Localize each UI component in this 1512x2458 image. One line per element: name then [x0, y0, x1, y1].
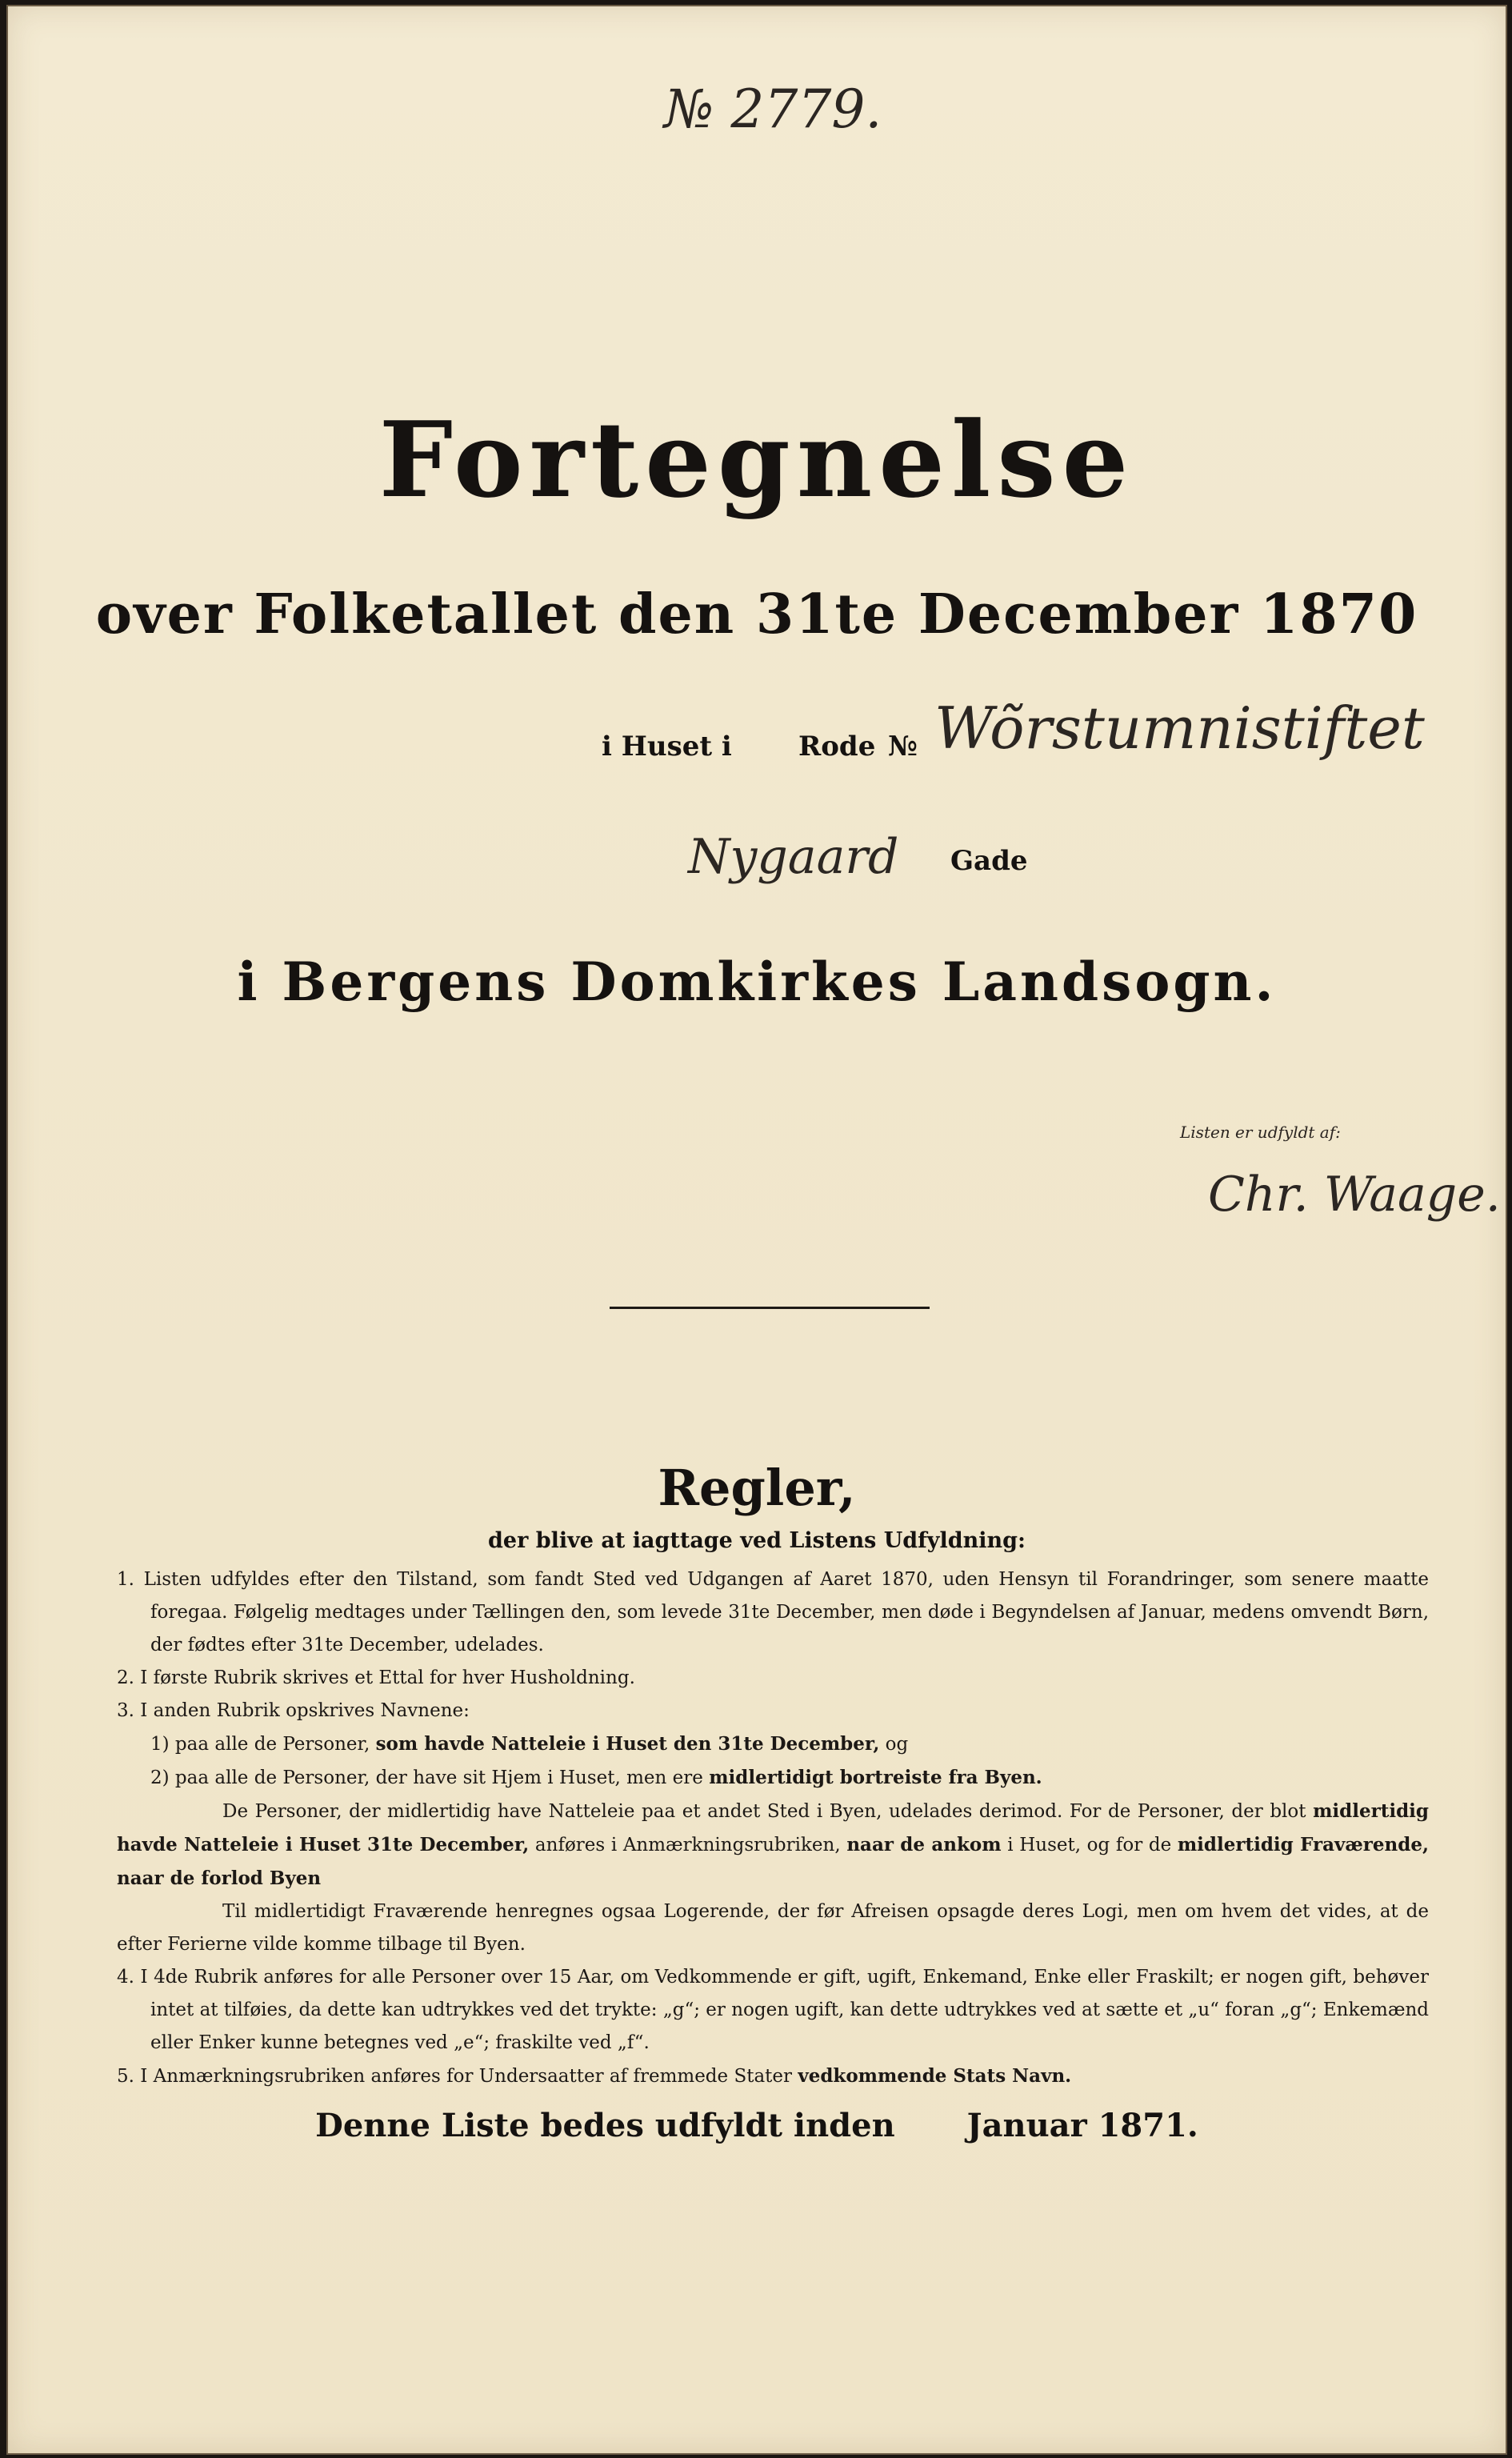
serial-number: № 2779. [664, 78, 882, 140]
rode-label: Rode [798, 731, 876, 763]
form-title: Fortegnelse [378, 398, 1135, 521]
deadline-line [8, 2107, 1506, 2144]
street-value: Nygaard [688, 829, 899, 885]
rule-3-note-1: De Personer, der midlertidig have Natteleie paa et andet Sted i Byen, udelades derimod. For de Personer, der blot midlertidig havde Natteleie i Huset 31te December, anføres i Anmærkningsrubriken, naar de ankom i Huset, og for de midlertidig Fraværende, naar de forlod Byen [117, 1800, 1429, 1889]
rule-4: 4. I 4de Rubrik anføres for alle Personer over 15 Aar, om Vedkommende er gift, ugift, Enkemand, Enke eller Fraskilt; er nogen gift, behøver intet at tilføies, da dette kan udtrykkes ved det trykte: „g“; er nogen ugift, kan dette udtrykkes ved at sætte et „u“ foran „g“; Enkemænd eller Enker kunne betegnes ved „e“; fraskilte ved „f“. [117, 1967, 1429, 2053]
deadline-text: Denne Liste bedes udfyldt inden [315, 2107, 895, 2144]
house-label: i Huset i [602, 731, 732, 763]
rule-3: 3. I anden Rubrik opskrives Navnene: [117, 1700, 470, 1721]
parish-heading: i Bergens Domkirkes Landsogn. [237, 951, 1277, 1013]
rules-subtitle: der blive at iagttage ved Listens Udfyldning: [488, 1528, 1026, 1553]
rule-2: 2. I første Rubrik skrives et Ettal for hver Husholdning. [117, 1667, 635, 1688]
rule-3-item-2: 2) paa alle de Personer, der have sit Hjem i Huset, men ere midlertidigt bortreiste fra Byen. [150, 1767, 1042, 1788]
form-subtitle: over Folketallet den 31te December 1870 [95, 582, 1418, 647]
rode-value: Wõrstumnistiftet [934, 695, 1425, 762]
census-form-page [6, 5, 1507, 2455]
divider [610, 1307, 930, 1309]
rule-1: 1. Listen udfyldes efter den Tilstand, som fandt Sted ved Udgangen af Aaret 1870, uden Hensyn til Forandringer, som senere maatte foregaa. Følgelig medtages under Tællingen den, som levede 31te December, men døde i Begyndelsen af Januar, medens omvendt Børn, der fødtes efter 31te December, udelades. [117, 1569, 1429, 1655]
rule-3-note-2: Til midlertidigt Fraværende henregnes ogsaa Logerende, der før Afreisen opsagde deres Logi, men om hvem det vides, at de efter Ferierne vilde komme tilbage til Byen. [117, 1901, 1429, 1955]
filled-by-signature: Chr. Waage. [1208, 1167, 1501, 1223]
rules-title: Regler, [658, 1459, 856, 1517]
rule-3-item-1: 1) paa alle de Personer, som havde Natteleie i Huset den 31te December, og [150, 1733, 909, 1755]
street-label: Gade [950, 845, 1028, 877]
rule-5: 5. I Anmærkningsrubriken anføres for Undersaatter af fremmede Stater vedkommende Stats Navn. [117, 2065, 1072, 2087]
filled-by-label: Listen er udfyldt af: [1180, 1123, 1341, 1142]
number-sign: № [888, 731, 918, 763]
rules-list [117, 1563, 1429, 2093]
deadline-date: Januar 1871. [966, 2107, 1198, 2144]
